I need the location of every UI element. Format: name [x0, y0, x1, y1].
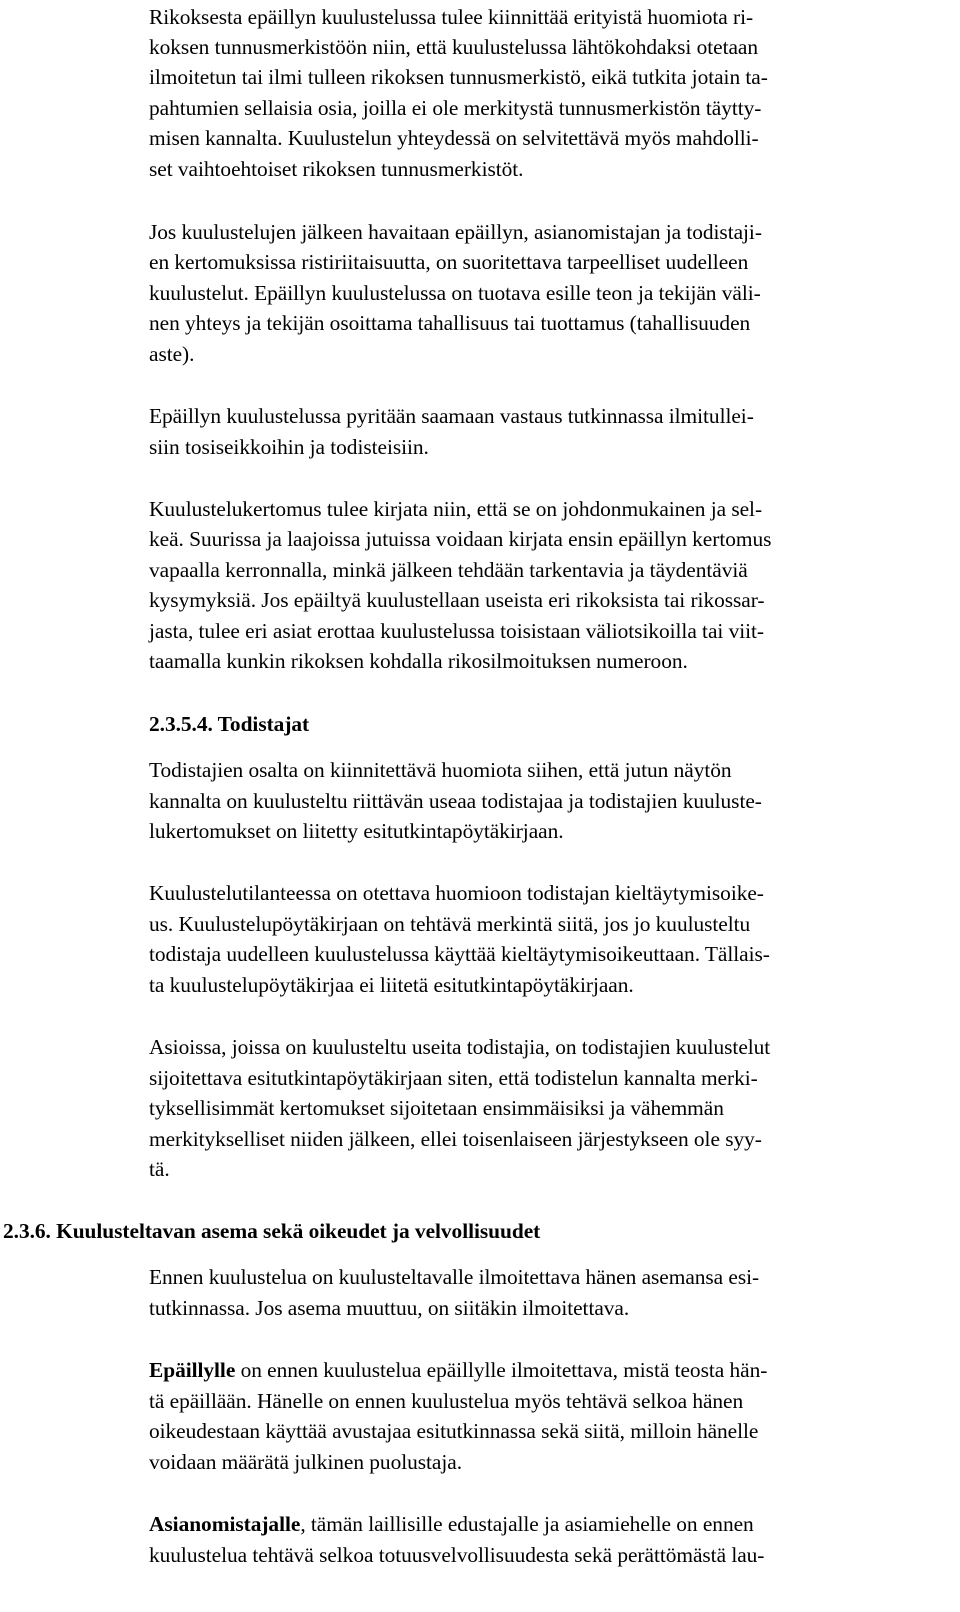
- text-line: nen yhteys ja tekijän osoittama tahallisuus tai tuottamus (tahallisuuden: [149, 311, 751, 335]
- text-line: jasta, tulee eri asiat erottaa kuulustelussa toisistaan väliotsikoilla tai viit-: [149, 619, 764, 643]
- text-line: kuulustelut. Epäillyn kuulustelussa on tuotava esille teon ja tekijän väli-: [149, 281, 761, 305]
- text-line: misen kannalta. Kuulustelun yhteydessä on selvitettävä myös mahdolli-: [149, 126, 759, 150]
- text-line: todistaja uudelleen kuulustelussa käyttää kieltäytymisoikeuttaan. Tällais-: [149, 942, 770, 966]
- text-span: on ennen kuulustelua epäillylle ilmoitettava, mistä teosta hän-: [235, 1358, 768, 1382]
- text-line: tä epäillään. Hänelle on ennen kuulustelua myös tehtävä selkoa hänen: [149, 1389, 744, 1413]
- text-line: Jos kuulustelujen jälkeen havaitaan epäillyn, asianomistajan ja todistaji-: [149, 220, 762, 244]
- text-line: Todistajien osalta on kiinnitettävä huomiota siihen, että jutun näytön: [149, 758, 732, 782]
- text-line: koksen tunnusmerkistöön niin, että kuulustelussa lähtökohdaksi otetaan: [149, 35, 759, 59]
- text-line: sijoitettava esitutkintapöytäkirjaan siten, että todistelun kannalta merki-: [149, 1066, 758, 1090]
- text-line: kannalta on kuulusteltu riittävän useaa todistajaa ja todistajien kuuluste-: [149, 789, 762, 813]
- text-line: ta kuulustelupöytäkirjaa ei liitetä esitutkintapöytäkirjaan.: [149, 973, 634, 997]
- emphasis-term: Asianomistajalle: [149, 1512, 301, 1536]
- text-line: siin tosiseikkoihin ja todisteisiin.: [149, 435, 429, 459]
- emphasis-term: Epäillylle: [149, 1358, 236, 1382]
- text-line: Kuulustelutilanteessa on otettava huomioon todistajan kieltäytymisoike-: [149, 881, 764, 905]
- text-line: oikeudestaan käyttää avustajaa esitutkinnassa sekä siitä, milloin hänelle: [149, 1419, 759, 1443]
- text-line: ilmoitetun tai ilmi tulleen rikoksen tunnusmerkistö, eikä tutkita jotain ta-: [149, 65, 768, 89]
- text-line: us. Kuulustelupöytäkirjaan on tehtävä merkintä siitä, jos jo kuulusteltu: [149, 912, 751, 936]
- text-line: Epäillyn kuulustelussa pyritään saamaan vastaus tutkinnassa ilmitullei-: [149, 404, 754, 428]
- text-line: taamalla kunkin rikoksen kohdalla rikosilmoituksen numeroon.: [149, 649, 688, 673]
- text-span: , tämän laillisille edustajalle ja asiamiehelle on ennen: [300, 1512, 754, 1536]
- text-line: vapaalla kerronnalla, minkä jälkeen tehdään tarkentavia ja täydentäviä: [149, 558, 748, 582]
- section-heading: 2.3.5.4. Todistajat: [149, 712, 310, 736]
- text-line: Kuulustelukertomus tulee kirjata niin, että se on johdonmukainen ja sel-: [149, 497, 763, 521]
- text-line: tä.: [149, 1157, 170, 1181]
- text-line: [149, 1509, 754, 1539]
- text-line: lukertomukset on liitetty esitutkintapöytäkirjaan.: [149, 819, 564, 843]
- text-line: kysymyksiä. Jos epäiltyä kuulustellaan useista eri rikoksista tai rikossar-: [149, 588, 765, 612]
- text-line: tutkinnassa. Jos asema muuttuu, on siitäkin ilmoitettava.: [149, 1296, 630, 1320]
- text-line: Asioissa, joissa on kuulusteltu useita todistajia, on todistajien kuulustelut: [149, 1035, 771, 1059]
- text-line: kuulustelua tehtävä selkoa totuusvelvollisuudesta sekä perättömästä lau-: [149, 1543, 765, 1567]
- text-line: [149, 1355, 767, 1385]
- text-line: set vaihtoehtoiset rikoksen tunnusmerkistöt.: [149, 157, 524, 181]
- text-line: voidaan määrätä julkinen puolustaja.: [149, 1450, 463, 1474]
- text-line: merkitykselliset niiden jälkeen, ellei toisenlaiseen järjestykseen ole syy-: [149, 1127, 762, 1151]
- text-line: aste).: [149, 342, 195, 366]
- text-line: Ennen kuulustelua on kuulusteltavalle ilmoitettava hänen asemansa esi-: [149, 1265, 760, 1289]
- text-line: Rikoksesta epäillyn kuulustelussa tulee kiinnittää erityistä huomiota ri-: [149, 5, 754, 29]
- text-line: en kertomuksissa ristiriitaisuutta, on suoritettava tarpeelliset uudelleen: [149, 250, 749, 274]
- text-line: pahtumien sellaisia osia, joilla ei ole merkitystä tunnusmerkistön täytty-: [149, 96, 762, 120]
- text-line: keä. Suurissa ja laajoissa jutuissa voidaan kirjata ensin epäillyn kertomus: [149, 527, 772, 551]
- text-line: tyksellisimmät kertomukset sijoitetaan ensimmäisiksi ja vähemmän: [149, 1096, 724, 1120]
- section-heading: 2.3.6. Kuulusteltavan asema sekä oikeudet ja velvollisuudet: [3, 1219, 541, 1243]
